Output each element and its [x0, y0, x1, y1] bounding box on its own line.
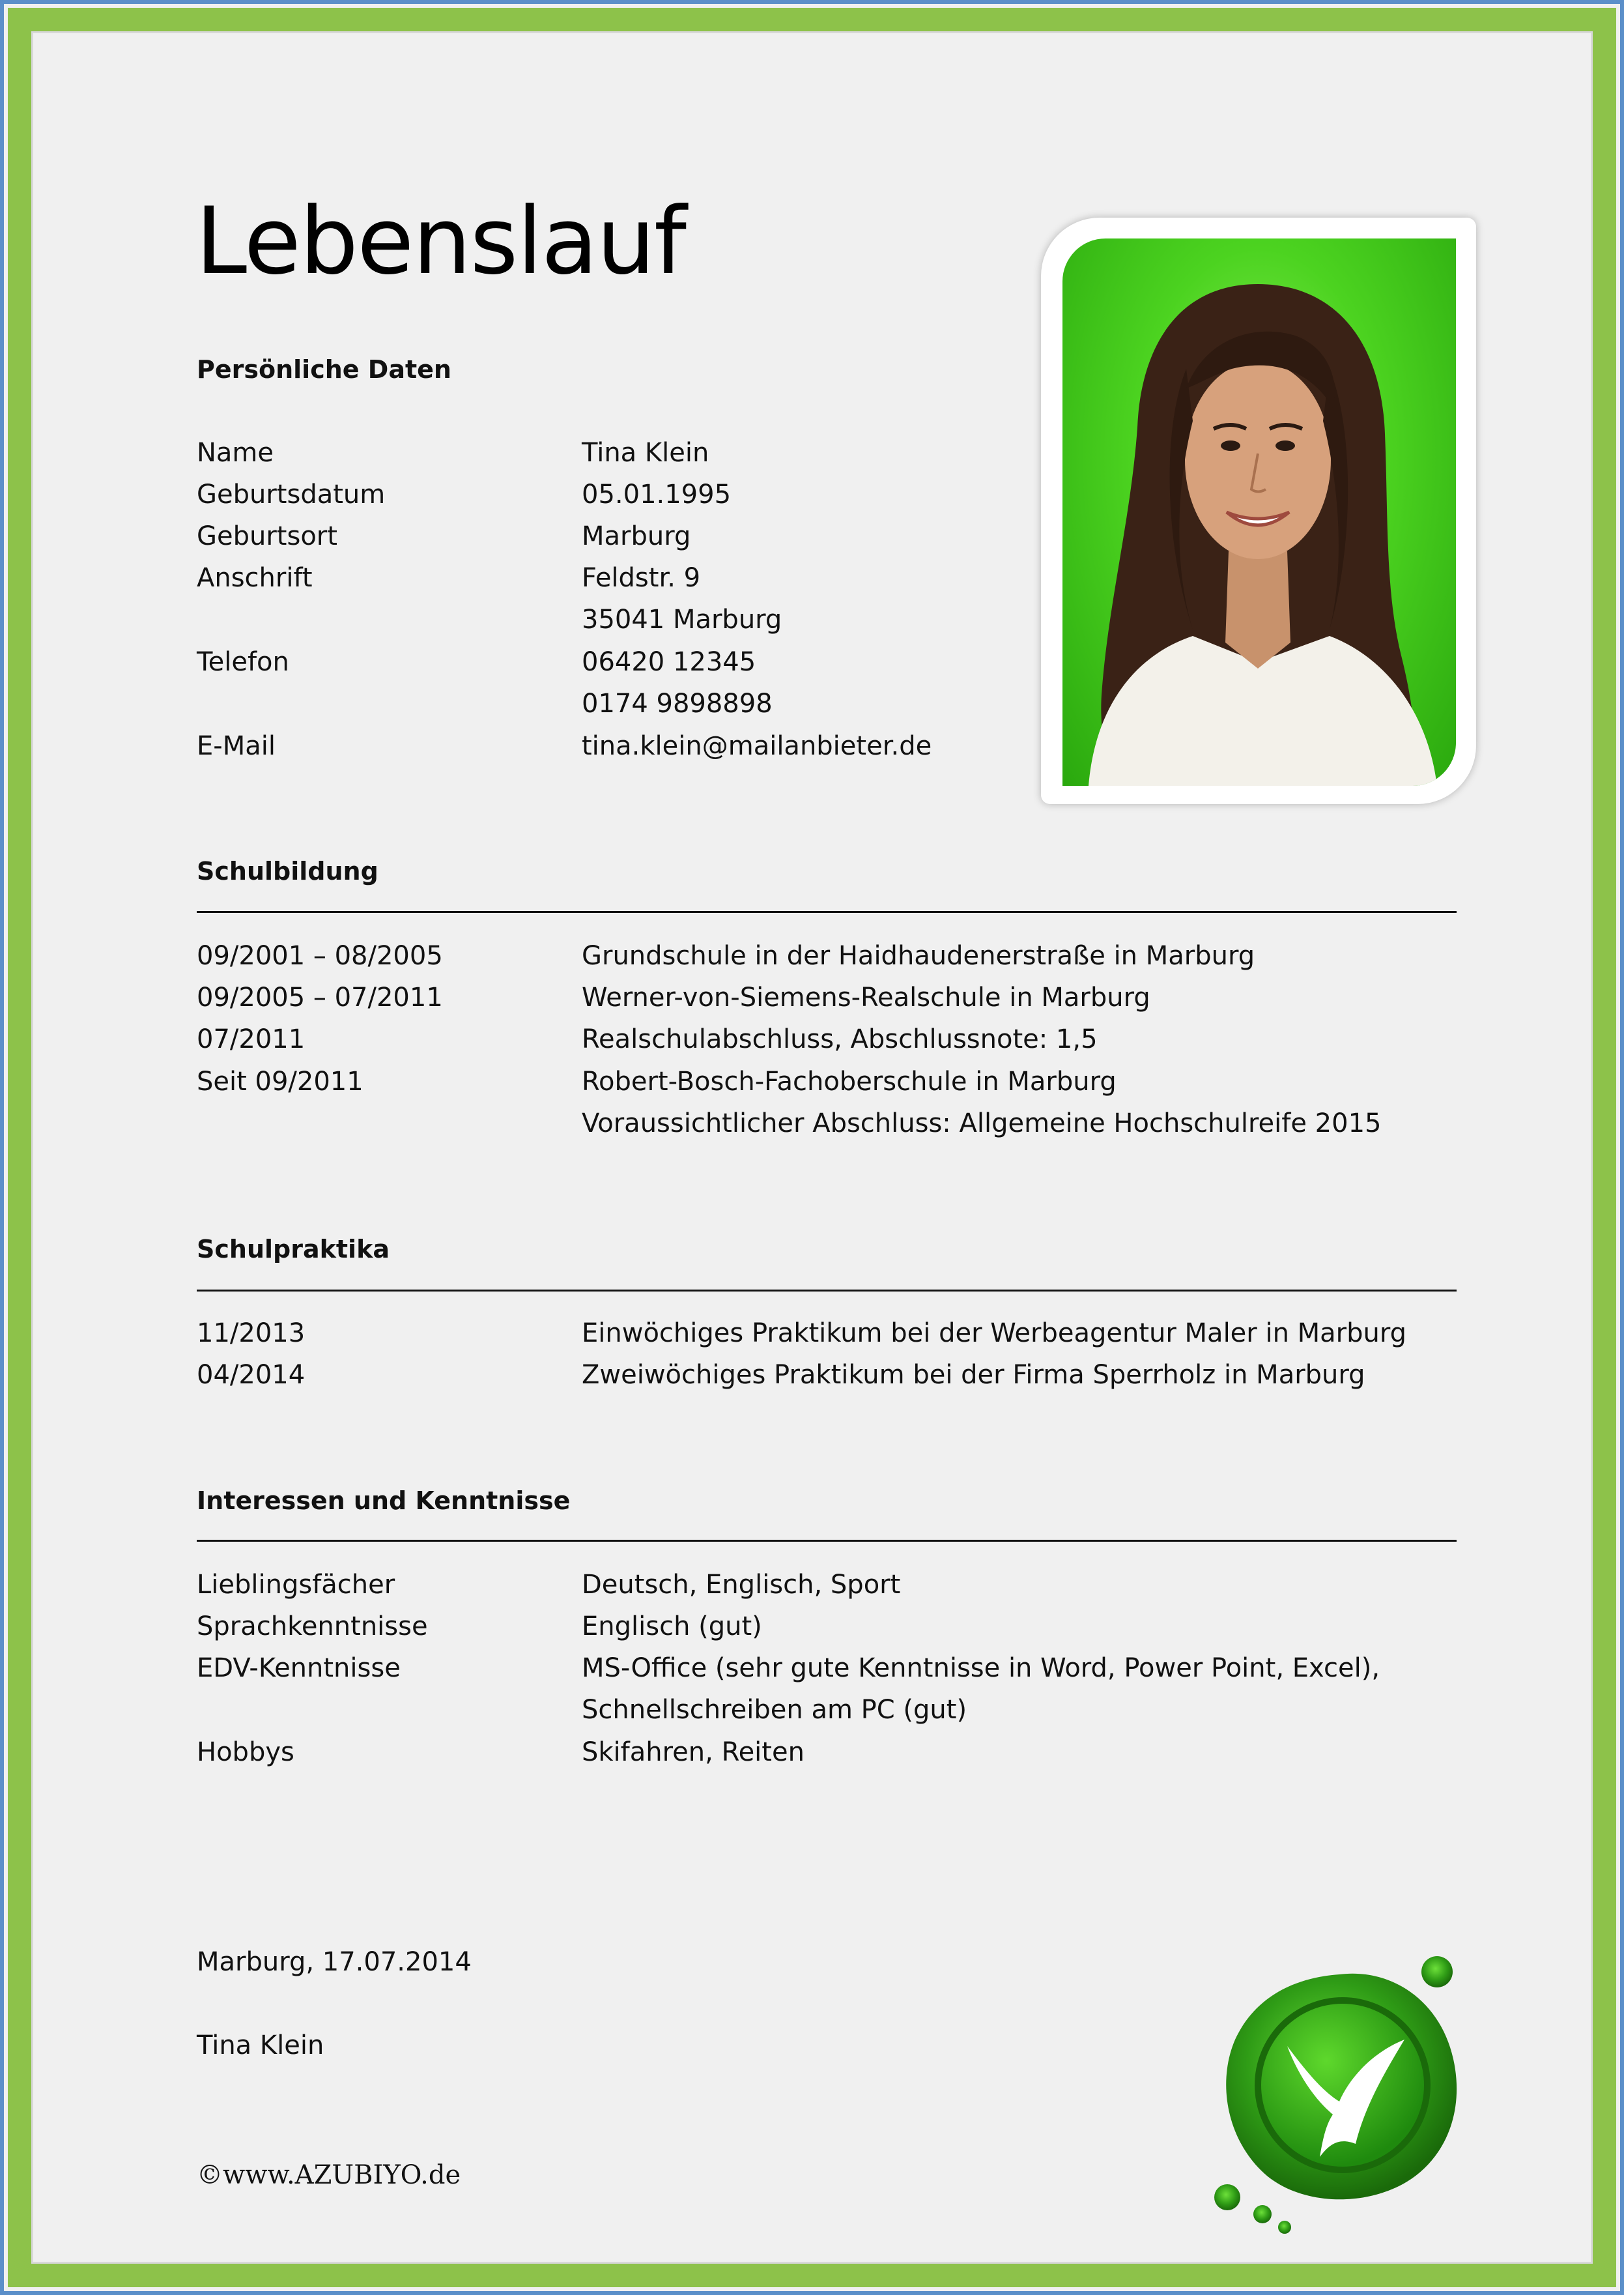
place-date: Marburg, 17.07.2014 — [197, 1947, 472, 1977]
section-heading-praktika: Schulpraktika — [197, 1235, 390, 1263]
edu-entry-2: Werner-von-Siemens-Realschule in Marburg — [582, 983, 1150, 1013]
section-heading-schulbildung: Schulbildung — [197, 857, 378, 886]
label-birthplace: Geburtsort — [197, 521, 337, 551]
section-divider — [197, 911, 1457, 913]
edu-entry-1: Grundschule in der Haidhaudenerstraße in Marburg — [582, 941, 1255, 971]
signature-name: Tina Klein — [197, 2030, 324, 2060]
green-wax-seal-bird-icon — [1209, 1948, 1470, 2235]
edu-entry-3: Realschulabschluss, Abschlussnote: 1,5 — [582, 1024, 1098, 1054]
interest-value-2: Englisch (gut) — [582, 1611, 762, 1641]
value-address-street: Feldstr. 9 — [582, 563, 701, 593]
value-birthdate: 05.01.1995 — [582, 480, 732, 510]
section-heading-personal: Persönliche Daten — [197, 355, 451, 384]
section-divider — [197, 1540, 1457, 1542]
edu-period-2: 09/2005 – 07/2011 — [197, 983, 443, 1013]
value-email: tina.klein@mailanbieter.de — [582, 731, 932, 761]
interest-label-1: Lieblingsfächer — [197, 1570, 395, 1600]
internship-date-2: 04/2014 — [197, 1360, 306, 1390]
label-email: E-Mail — [197, 731, 276, 761]
label-phone: Telefon — [197, 647, 289, 677]
label-birthdate: Geburtsdatum — [197, 480, 386, 510]
interest-label-3: EDV-Kenntnisse — [197, 1653, 401, 1683]
value-name: Tina Klein — [582, 438, 709, 468]
value-mobile: 0174 9898898 — [582, 689, 773, 719]
value-address-city: 35041 Marburg — [582, 605, 782, 635]
interest-value-1: Deutsch, Englisch, Sport — [582, 1570, 901, 1600]
portrait-photo — [1062, 238, 1456, 786]
edu-period-3: 07/2011 — [197, 1024, 306, 1054]
interest-label-2: Sprachkenntnisse — [197, 1611, 428, 1641]
label-name: Name — [197, 438, 274, 468]
edu-entry-4: Robert-Bosch-Fachoberschule in Marburg — [582, 1067, 1117, 1097]
edu-entry-5: Voraussichtlicher Abschluss: Allgemeine Hochschulreife 2015 — [582, 1108, 1382, 1138]
section-heading-interessen: Interessen und Kenntnisse — [197, 1486, 571, 1515]
internship-entry-2: Zweiwöchiges Praktikum bei der Firma Sperrholz in Marburg — [582, 1360, 1365, 1390]
internship-entry-1: Einwöchiges Praktikum bei der Werbeagentur Maler in Marburg — [582, 1318, 1406, 1348]
edu-period-4: Seit 09/2011 — [197, 1067, 363, 1097]
internship-date-1: 11/2013 — [197, 1318, 306, 1348]
label-address: Anschrift — [197, 563, 313, 593]
value-phone: 06420 12345 — [582, 647, 756, 677]
interest-label-4: Hobbys — [197, 1737, 294, 1767]
section-divider — [197, 1290, 1457, 1292]
interest-value-3: MS-Office (sehr gute Kenntnisse in Word, Power Point, Excel), — [582, 1653, 1380, 1683]
copyright: ©www.AZUBIYO.de — [197, 2160, 461, 2190]
interest-value-4: Skifahren, Reiten — [582, 1737, 805, 1767]
interest-value-3b: Schnellschreiben am PC (gut) — [582, 1695, 967, 1725]
value-birthplace: Marburg — [582, 521, 691, 551]
page-title: Lebenslauf — [195, 188, 685, 295]
edu-period-1: 09/2001 – 08/2005 — [197, 941, 443, 971]
